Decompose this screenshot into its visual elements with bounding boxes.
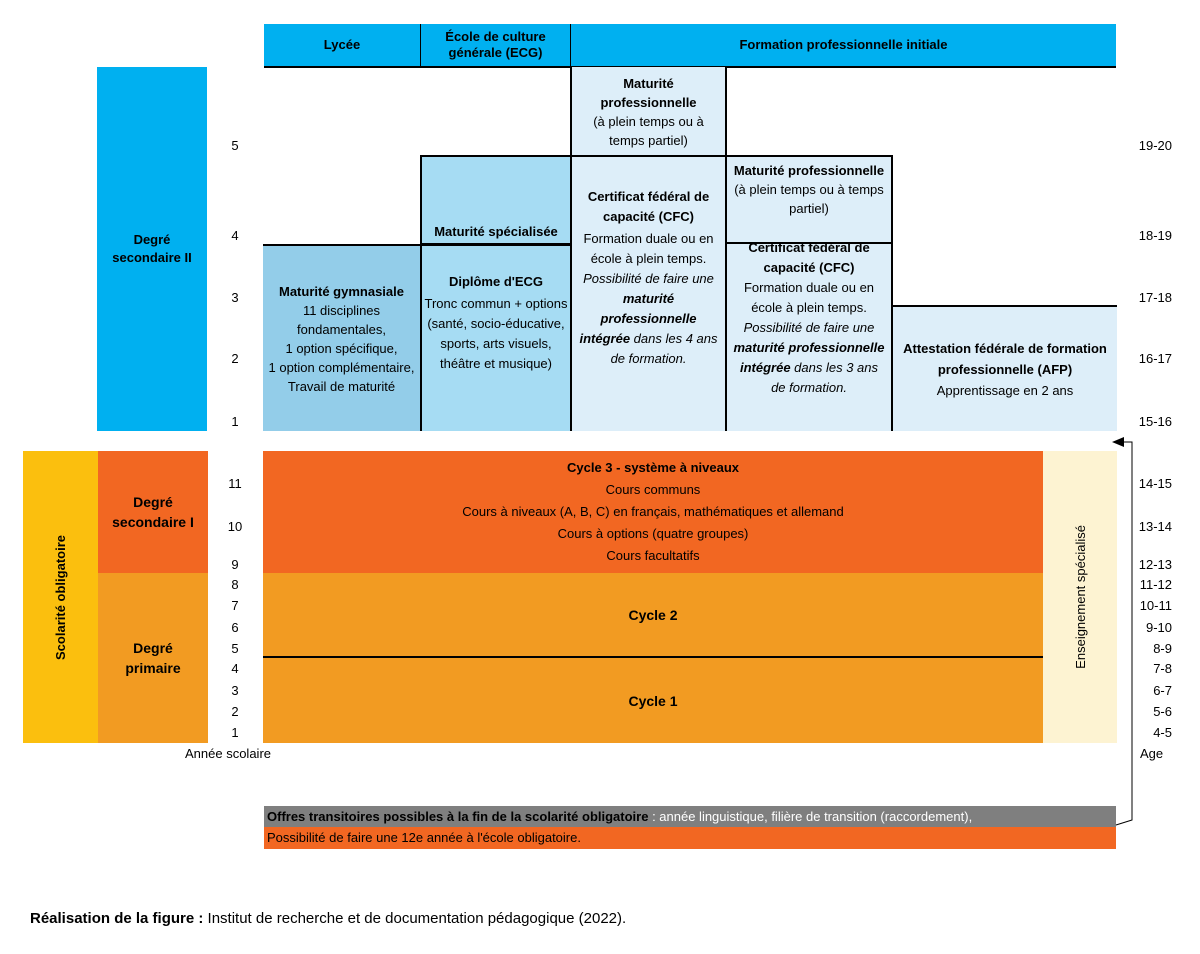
cfc-3ans-title: Certificat fédéral de capacité (CFC): [748, 242, 870, 275]
maturite-gymnasiale-line: 1 option spécifique,: [285, 340, 398, 356]
header-formation: [570, 24, 1116, 66]
transition-arrow: [1100, 435, 1140, 830]
year-number: 11: [228, 476, 242, 491]
afp-title: Attestation fédérale de formation professionnelle: [903, 340, 1107, 377]
cfc-3ans-bi: maturité professionnelle intégrée: [733, 340, 885, 375]
year-number: 9: [231, 557, 239, 572]
age-value: 4-5: [1153, 725, 1172, 740]
degree-secondaire-ii-label: Degré secondaire II: [112, 232, 192, 265]
degree-primaire-label: Degré primaire: [125, 640, 181, 676]
header-ecg: [420, 24, 570, 66]
cycle-3-line: Cours facultatifs: [606, 548, 700, 563]
transition-rest: : année linguistique, filière de transition (raccordement),: [648, 809, 973, 824]
cycle-3-title: Cycle 3 - système à niveaux: [567, 460, 739, 475]
cycle-3-line: Cours communs: [605, 482, 701, 497]
age-value: 19-20: [1138, 138, 1172, 153]
maturite-gymnasiale-line: 1 option complémentaire,: [268, 359, 415, 375]
block-maturite-pro-1: [570, 67, 727, 156]
header-ecg-label: École de culture générale (ECG): [445, 29, 546, 60]
header-formation-label: Formation professionnelle initiale: [739, 37, 948, 52]
block-maturite-pro-2: [727, 155, 893, 245]
year-number: 1: [231, 414, 239, 429]
degree-primaire: [98, 573, 208, 743]
scolarite-obligatoire-label: Scolarité obligatoire: [53, 534, 68, 660]
year-number: 2: [231, 704, 239, 719]
age-value: 6-7: [1153, 683, 1172, 698]
age-value: 14-15: [1138, 476, 1172, 491]
age-value: 11-12: [1139, 577, 1172, 592]
block-afp: [893, 305, 1117, 431]
cycle-2-label: Cycle 2: [628, 606, 678, 623]
age-value: 8-9: [1153, 641, 1172, 656]
year-number: 3: [231, 683, 239, 698]
age-value: 17-18: [1138, 290, 1172, 305]
year-number: 5: [231, 138, 239, 153]
year-number: 10: [227, 519, 243, 534]
age-value: 16-17: [1138, 351, 1172, 366]
year-number: 1: [231, 725, 239, 740]
header-lycee: [264, 24, 420, 66]
block-cfc-3ans: [727, 242, 893, 431]
block-cycle-3: [263, 451, 1043, 573]
scolarite-obligatoire-bar: [23, 451, 98, 743]
cfc-4ans-bi: maturité professionnelle intégrée: [579, 291, 697, 346]
diplome-ecg-title: Diplôme d'ECG: [448, 274, 544, 289]
cfc-4ans-text: [576, 229, 721, 369]
cycle-3-line: Cours à options (quatre groupes): [557, 526, 749, 541]
block-maturite-gymnasiale: [263, 244, 420, 431]
block-diplome-ecg: [420, 244, 570, 431]
age-value: 7-8: [1153, 661, 1172, 676]
maturite-gymnasiale-line: 11 disciplines fondamentales,: [297, 302, 386, 337]
year-number: 7: [231, 598, 239, 613]
header-lycee-label: Lycée: [323, 37, 361, 52]
year-number: 4: [231, 661, 239, 676]
age-value: 5-6: [1153, 704, 1172, 719]
enseignement-specialise-label: Enseignement spécialisé: [1072, 525, 1088, 669]
cycle-1-label: Cycle 1: [628, 692, 678, 709]
age-value: 15-16: [1138, 414, 1172, 429]
cycle-3-line: Cours à niveaux (A, B, C) en français, mathématiques et allemand: [462, 504, 844, 519]
maturite-pro-2-sub: (à plein temps ou à temps partiel): [734, 182, 884, 216]
diplome-ecg-text: Tronc commun + options (santé, socio-éducative, sports, arts visuels, théâtre et musique): [424, 296, 568, 371]
block-maturite-specialisee: [420, 155, 570, 245]
age-label: Age: [1140, 746, 1164, 761]
degree-secondaire-i: [98, 451, 208, 573]
degree-secondaire-i-label: Degré secondaire I: [112, 494, 194, 530]
year-number: 3: [231, 290, 239, 305]
age-value: 12-13: [1138, 557, 1172, 572]
figure-credit-bold: Réalisation de la figure :: [30, 910, 204, 927]
transition-bold: Offres transitoires possibles à la fin de la scolarité obligatoire: [267, 809, 649, 824]
transition-line-2: Possibilité de faire une 12e année à l'école obligatoire.: [264, 827, 1116, 849]
year-number: 4: [231, 228, 239, 243]
afp-rest: Apprentissage en 2 ans: [936, 382, 1074, 398]
year-number: 6: [231, 620, 239, 635]
maturite-specialisee-label: Maturité spécialisée: [434, 224, 558, 239]
cfc-3ans-text: [731, 278, 887, 398]
degree-secondaire-ii: [97, 67, 207, 431]
maturite-pro-2-title: Maturité professionnelle: [733, 163, 885, 178]
cfc-4ans-i2: dans les 4 ans de formation.: [610, 331, 718, 366]
cfc-4ans-title: Certificat fédéral de capacité (CFC): [587, 189, 710, 224]
age-value: 18-19: [1138, 228, 1172, 243]
year-number: 2: [231, 351, 239, 366]
transition-line-1: [264, 806, 1116, 827]
year-number: 5: [231, 641, 239, 656]
cfc-3ans-i2: dans les 3 ans de formation.: [771, 360, 879, 395]
cfc-4ans-p1: Formation duale ou en école à plein temps.: [583, 231, 714, 266]
age-value: 10-11: [1139, 598, 1172, 613]
maturite-gymnasiale-line: Travail de maturité: [287, 378, 396, 394]
age-value: 13-14: [1138, 519, 1172, 534]
block-cycle-1: [263, 658, 1043, 743]
maturite-pro-1-sub: (à plein temps ou à temps partiel): [593, 113, 704, 148]
annee-scolaire-label: Année scolaire: [185, 746, 271, 761]
age-value: 9-10: [1145, 620, 1172, 635]
figure-credit-rest: Institut de recherche et de documentation pédagogique (2022).: [203, 910, 627, 927]
year-number: 8: [231, 577, 239, 592]
figure-credit: [30, 910, 626, 927]
afp-bold-tail: (AFP): [1037, 361, 1073, 377]
cfc-4ans-i1: Possibilité de faire une: [583, 271, 714, 286]
maturite-pro-1-title: Maturité professionnelle: [600, 75, 697, 110]
cfc-3ans-i1: Possibilité de faire une: [743, 320, 875, 335]
maturite-gymnasiale-title: Maturité gymnasiale: [279, 283, 404, 299]
block-cycle-2: [263, 573, 1043, 658]
block-cfc-4ans: [570, 155, 727, 431]
cfc-3ans-p1: Formation duale ou en école à plein temps.: [743, 280, 875, 315]
afp-text: [901, 338, 1109, 401]
